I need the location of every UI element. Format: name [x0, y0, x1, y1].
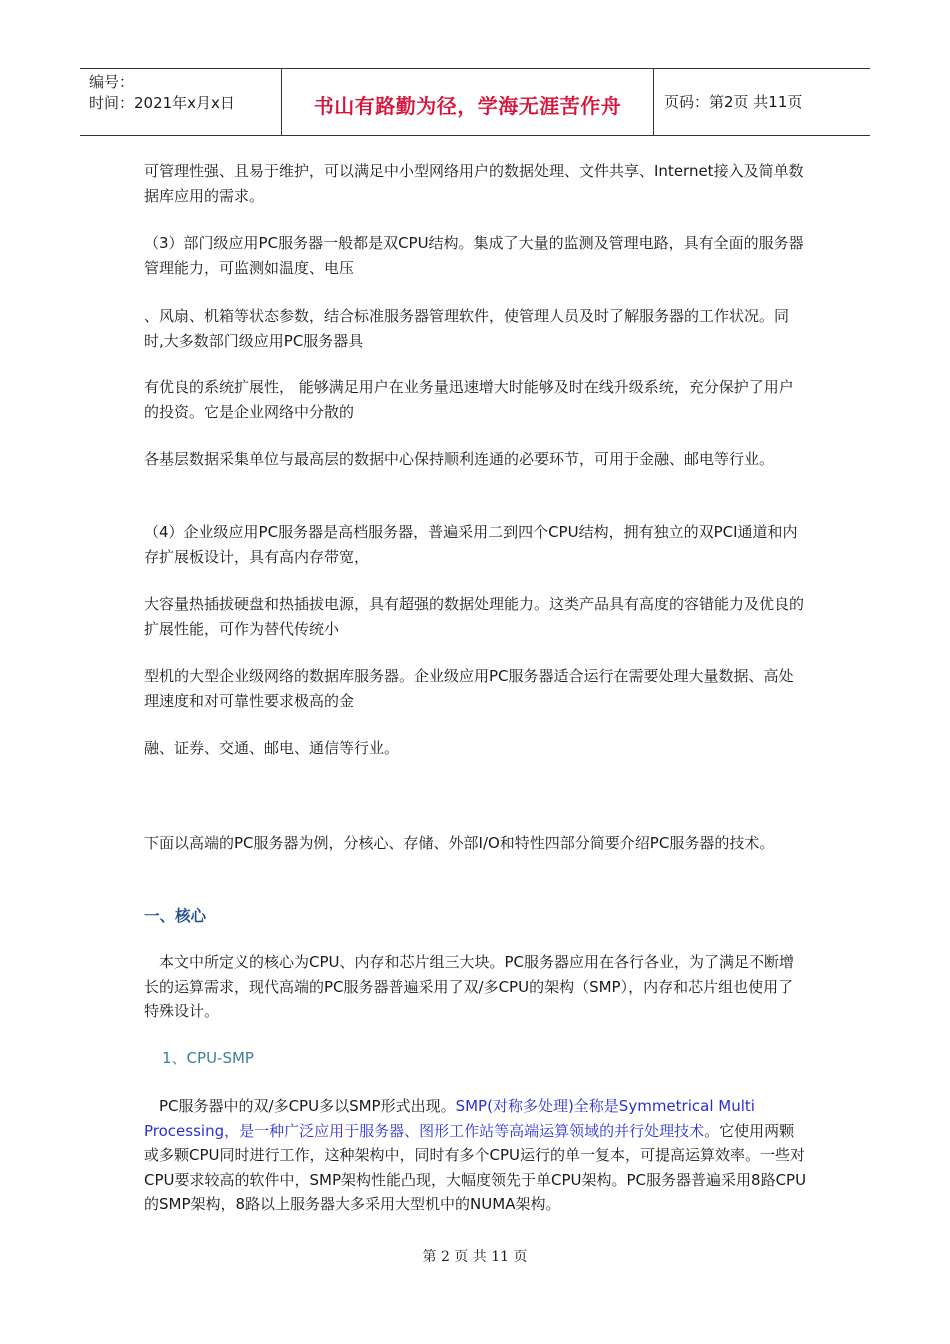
- paragraph: （4）企业级应用PC服务器是高档服务器，普遍采用二到四个CPU结构，拥有独立的双PCI通道和内存扩展板设计，具有高内存带宽，: [144, 523, 798, 566]
- paragraph: 有优良的系统扩展性， 能够满足用户在业务量迅速增大时能够及时在线升级系统，充分保护了用户的投资。它是企业网络中分散的: [144, 378, 794, 421]
- paragraph: 、风扇、机箱等状态参数，结合标准服务器管理软件，使管理人员及时了解服务器的工作状况。同时,大多数部门级应用PC服务器具: [144, 307, 790, 350]
- paragraph: 融、证券、交通、邮电、通信等行业。: [144, 739, 400, 757]
- paragraph: 型机的大型企业级网络的数据库服务器。企业级应用PC服务器适合运行在需要处理大量数据、高处理速度和对可靠性要求极高的金: [144, 667, 794, 710]
- subsection-heading: 1、CPU-SMP: [162, 1049, 254, 1067]
- section-heading: 一、核心: [144, 907, 207, 925]
- smp-paragraph: [144, 1094, 808, 1217]
- paragraph: 下面以高端的PC服务器为例，分核心、存储、外部I/O和特性四部分简要介绍PC服务器的技术。: [144, 834, 775, 852]
- paragraph: 可管理性强、且易于维护，可以满足中小型网络用户的数据处理、文件共享、Internet接入及简单数据库应用的需求。: [144, 162, 804, 205]
- header-page-cell: [654, 69, 870, 135]
- doc-number-label: 编号：: [89, 73, 135, 91]
- section-intro: 本文中所定义的核心为CPU、内存和芯片组三大块。PC服务器应用在各行各业，为了满足不断增长的运算需求，现代高端的PC服务器普遍采用了双/多CPU的架构（SMP），内存和芯片组也使用了特殊设计。: [144, 953, 795, 1020]
- paragraph: 大容量热插拔硬盘和热插拔电源，具有超强的数据处理能力。这类产品具有高度的容错能力及优良的扩展性能，可作为替代传统小: [144, 595, 805, 638]
- smp-lead-text: PC服务器中的双/多CPU多以SMP形式出现。: [144, 1097, 456, 1115]
- smp-rest-text: 。它使用两颗或多颗CPU同时进行工作，这种架构中，同时有多个CPU运行的单一复本，可提高运算效率。一些对CPU要求较高的软件中，SMP架构性能凸现，大幅度领先于单CPU架构。PC服务器普遍采用8路CPU的SMP架构，8路以上服务器大多采用大型机中的NUMA架构。: [144, 1121, 807, 1213]
- smp-definition-text: SMP(对称多处理)全称是Symmetrical Multi Processing，是一种广泛应用于服务器、图形工作站等高端运算领域的并行处理技术: [144, 1097, 755, 1140]
- page-number-label: 页码：第2页 共11页: [664, 93, 803, 111]
- paragraph: 各基层数据采集单位与最高层的数据中心保持顺利连通的必要环节，可用于金融、邮电等行业。: [144, 450, 775, 468]
- header-info-cell: [80, 69, 282, 135]
- header-table: [80, 68, 870, 136]
- paragraph: （3）部门级应用PC服务器一般都是双CPU结构。集成了大量的监测及管理电路，具有全面的服务器管理能力，可监测如温度、电压: [144, 234, 804, 277]
- motto: 书山有路勤为径，学海无涯苦作舟: [313, 94, 622, 118]
- header-motto-cell: [282, 69, 654, 135]
- time-label: 时间：2021年x月x日: [89, 94, 235, 112]
- page-footer: 第 2 页 共 11 页: [422, 1249, 528, 1265]
